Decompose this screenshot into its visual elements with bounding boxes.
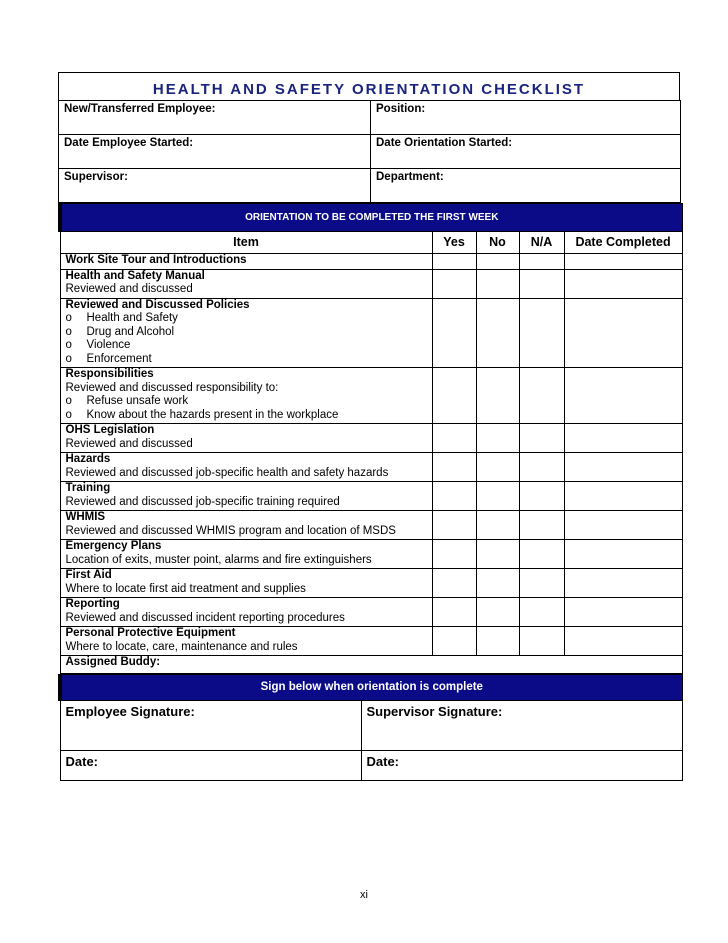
- checklist-page: [58, 72, 680, 781]
- column-header-na: N/A: [519, 232, 564, 254]
- column-header-no: No: [476, 232, 519, 254]
- date-checkbox-cell[interactable]: [564, 598, 682, 627]
- date-checkbox-cell[interactable]: [564, 424, 682, 453]
- bullet-text: Refuse unsafe work: [86, 395, 189, 407]
- table-row: [60, 482, 682, 511]
- table-row: [60, 368, 682, 424]
- item-cell: [60, 254, 432, 270]
- bullet-item: [66, 339, 432, 353]
- no-checkbox-cell[interactable]: [476, 598, 519, 627]
- na-checkbox-cell[interactable]: [519, 254, 564, 270]
- table-row: [60, 298, 682, 368]
- no-checkbox-cell[interactable]: [476, 424, 519, 453]
- column-header-date: Date Completed: [564, 232, 682, 254]
- item-title: Responsibilities: [65, 368, 154, 380]
- department-field[interactable]: Department:: [371, 169, 681, 203]
- no-checkbox-cell[interactable]: [476, 453, 519, 482]
- na-checkbox-cell[interactable]: [519, 511, 564, 540]
- bullet-text: Drug and Alcohol: [86, 325, 175, 338]
- table-row: [60, 254, 682, 270]
- checklist-items: [60, 254, 682, 656]
- yes-checkbox-cell[interactable]: [432, 482, 476, 511]
- employee-field[interactable]: New/Transferred Employee:: [59, 101, 371, 135]
- section-banner: ORIENTATION TO BE COMPLETED THE FIRST WEEK: [60, 204, 682, 232]
- date-checkbox-cell[interactable]: [564, 511, 682, 540]
- item-cell: [60, 368, 432, 424]
- bullet-item: [66, 395, 432, 409]
- item-cell: [60, 269, 432, 298]
- bullet-marker: o: [65, 352, 72, 365]
- yes-checkbox-cell[interactable]: [432, 298, 476, 368]
- bullet-marker: o: [65, 395, 72, 407]
- employee-date-field[interactable]: Date:: [60, 751, 361, 781]
- orientation-started-field[interactable]: Date Orientation Started:: [371, 135, 681, 169]
- item-title: Hazards: [65, 453, 111, 465]
- no-checkbox-cell[interactable]: [476, 254, 519, 270]
- no-checkbox-cell[interactable]: [476, 368, 519, 424]
- yes-checkbox-cell[interactable]: [432, 511, 476, 540]
- supervisor-date-field[interactable]: Date:: [361, 751, 682, 781]
- date-checkbox-cell[interactable]: [564, 254, 682, 270]
- page-number: xi: [360, 889, 368, 901]
- yes-checkbox-cell[interactable]: [432, 627, 476, 656]
- na-checkbox-cell[interactable]: [519, 368, 564, 424]
- item-cell: [60, 569, 432, 598]
- item-cell: [60, 424, 432, 453]
- item-description: Reviewed and discussed responsibility to:: [65, 381, 279, 394]
- item-title: Reporting: [65, 598, 120, 610]
- bullet-text: Violence: [86, 339, 131, 351]
- na-checkbox-cell[interactable]: [519, 569, 564, 598]
- item-description: Reviewed and discussed WHMIS program and location of MSDS: [65, 524, 396, 537]
- bullet-text: Know about the hazards present in the workplace: [86, 408, 339, 421]
- employee-signature-field[interactable]: Employee Signature:: [60, 701, 361, 751]
- bullet-marker: o: [65, 339, 72, 351]
- item-cell: [60, 298, 432, 368]
- no-checkbox-cell[interactable]: [476, 511, 519, 540]
- item-description: Reviewed and discussed job-specific training required: [65, 495, 340, 508]
- date-checkbox-cell[interactable]: [564, 569, 682, 598]
- item-title: Personal Protective Equipment: [65, 627, 236, 639]
- date-checkbox-cell[interactable]: [564, 453, 682, 482]
- info-table: [58, 100, 681, 203]
- bullet-item: [66, 326, 432, 340]
- item-title: Reviewed and Discussed Policies: [65, 298, 250, 311]
- na-checkbox-cell[interactable]: [519, 424, 564, 453]
- item-title: Health and Safety Manual: [65, 269, 205, 282]
- item-cell: [60, 627, 432, 656]
- position-field[interactable]: Position:: [371, 101, 681, 135]
- item-title: Training: [65, 482, 111, 494]
- table-row: [60, 269, 682, 298]
- na-checkbox-cell[interactable]: [519, 482, 564, 511]
- table-row: [60, 627, 682, 656]
- item-description: Reviewed and discussed: [65, 283, 193, 295]
- bullet-text: Health and Safety: [86, 312, 178, 324]
- no-checkbox-cell[interactable]: [476, 298, 519, 368]
- yes-checkbox-cell[interactable]: [432, 540, 476, 569]
- na-checkbox-cell[interactable]: [519, 627, 564, 656]
- no-checkbox-cell[interactable]: [476, 540, 519, 569]
- sign-banner: Sign below when orientation is complete: [60, 675, 682, 701]
- na-checkbox-cell[interactable]: [519, 598, 564, 627]
- na-checkbox-cell[interactable]: [519, 540, 564, 569]
- item-cell: [60, 540, 432, 569]
- no-checkbox-cell[interactable]: [476, 269, 519, 298]
- date-checkbox-cell[interactable]: [564, 298, 682, 368]
- item-description: Reviewed and discussed job-specific health and safety hazards: [65, 466, 389, 479]
- table-row: [60, 424, 682, 453]
- item-description: Location of exits, muster point, alarms and fire extinguishers: [65, 553, 372, 566]
- item-description: Reviewed and discussed: [65, 437, 193, 450]
- na-checkbox-cell[interactable]: [519, 298, 564, 368]
- bullet-item: [66, 409, 432, 423]
- table-row: [60, 511, 682, 540]
- date-started-field[interactable]: Date Employee Started:: [59, 135, 371, 169]
- page-title: HEALTH AND SAFETY ORIENTATION CHECKLIST: [58, 72, 680, 100]
- yes-checkbox-cell[interactable]: [432, 453, 476, 482]
- date-checkbox-cell[interactable]: [564, 269, 682, 298]
- bullet-marker: o: [65, 312, 72, 324]
- na-checkbox-cell[interactable]: [519, 269, 564, 298]
- item-title: Emergency Plans: [65, 540, 162, 552]
- table-row: [60, 540, 682, 569]
- date-checkbox-cell[interactable]: [564, 368, 682, 424]
- yes-checkbox-cell[interactable]: [432, 569, 476, 598]
- yes-checkbox-cell[interactable]: [432, 368, 476, 424]
- bullet-marker: o: [65, 408, 72, 421]
- item-title: First Aid: [65, 569, 112, 581]
- item-title: WHMIS: [65, 511, 106, 523]
- item-description: Reviewed and discussed incident reporting procedures: [65, 611, 345, 624]
- item-cell: [60, 598, 432, 627]
- item-title: OHS Legislation: [65, 424, 155, 436]
- item-cell: [60, 511, 432, 540]
- date-checkbox-cell[interactable]: [564, 627, 682, 656]
- item-cell: [60, 482, 432, 511]
- date-checkbox-cell[interactable]: [564, 540, 682, 569]
- table-row: [60, 598, 682, 627]
- bullet-marker: o: [65, 325, 72, 338]
- no-checkbox-cell[interactable]: [476, 482, 519, 511]
- supervisor-signature-field[interactable]: Supervisor Signature:: [361, 701, 682, 751]
- supervisor-field[interactable]: Supervisor:: [59, 169, 371, 203]
- column-header-yes: Yes: [432, 232, 476, 254]
- bullet-item: [66, 353, 432, 367]
- na-checkbox-cell[interactable]: [519, 453, 564, 482]
- item-description: Where to locate first aid treatment and supplies: [65, 582, 306, 595]
- item-title: Work Site Tour and Introductions: [65, 254, 247, 266]
- signature-table: [58, 674, 683, 781]
- column-header-item: Item: [60, 232, 432, 254]
- yes-checkbox-cell[interactable]: [432, 254, 476, 270]
- yes-checkbox-cell[interactable]: [432, 598, 476, 627]
- checklist-table: [58, 203, 683, 674]
- table-row: [60, 569, 682, 598]
- no-checkbox-cell[interactable]: [476, 569, 519, 598]
- item-cell: [60, 453, 432, 482]
- item-description: Where to locate, care, maintenance and rules: [65, 640, 298, 653]
- bullet-item: [66, 312, 432, 326]
- date-checkbox-cell[interactable]: [564, 482, 682, 511]
- assigned-buddy-field[interactable]: Assigned Buddy:: [60, 656, 682, 674]
- table-row: [60, 453, 682, 482]
- no-checkbox-cell[interactable]: [476, 627, 519, 656]
- yes-checkbox-cell[interactable]: [432, 424, 476, 453]
- bullet-text: Enforcement: [86, 352, 152, 365]
- yes-checkbox-cell[interactable]: [432, 269, 476, 298]
